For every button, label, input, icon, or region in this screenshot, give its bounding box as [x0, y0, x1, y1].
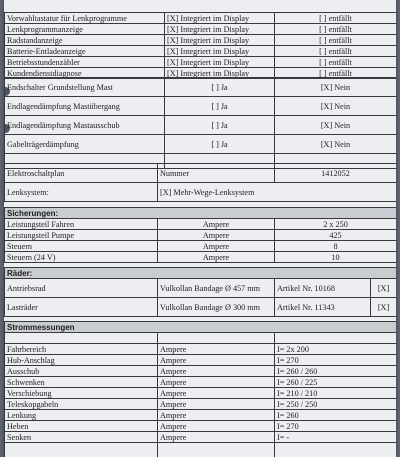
messung-value: I= 2x 200	[275, 344, 397, 355]
empty-cell	[5, 443, 158, 457]
messung-label: Schwenken	[5, 377, 158, 388]
sicherung-label: Leistungsteil Fahren	[5, 219, 158, 230]
lenksystem-label: Lenksystem:	[5, 183, 158, 202]
features-table	[4, 12, 396, 79]
table-row	[5, 366, 397, 377]
messung-unit: Ampere	[158, 344, 275, 355]
table-row	[5, 298, 397, 317]
table-row	[5, 432, 397, 443]
messung-unit: Ampere	[158, 355, 275, 366]
messung-label: Fahrbereich	[5, 344, 158, 355]
table-row	[5, 421, 397, 432]
feature-option-entfaellt: [ ] entfällt	[275, 13, 397, 24]
switch-nein: [X] Nein	[275, 78, 397, 97]
table-row	[5, 279, 397, 298]
table-row	[5, 24, 397, 35]
table-row	[5, 443, 397, 457]
messung-value: I= 270	[275, 355, 397, 366]
feature-option-display: [X] Integriert im Display	[165, 24, 275, 35]
switch-ja: [ ] Ja	[165, 135, 275, 154]
strommessungen-header: Strommessungen	[5, 322, 397, 333]
feature-option-entfaellt: [ ] entfällt	[275, 24, 397, 35]
feature-option-entfaellt: [ ] entfällt	[275, 68, 397, 79]
nummer-label: Nummer	[158, 164, 275, 183]
schaltplan-nummer: 1412052	[275, 164, 397, 183]
messung-label: Verschiebung	[5, 388, 158, 399]
sicherung-value: 10	[275, 252, 397, 263]
table-row	[5, 116, 397, 135]
empty-cell	[158, 333, 275, 344]
messung-unit: Ampere	[158, 421, 275, 432]
sicherung-unit: Ampere	[158, 252, 275, 263]
form-page	[4, 0, 396, 457]
table-row	[5, 377, 397, 388]
switch-label: Endschalter Grundstellung Mast	[5, 78, 165, 97]
switch-nein: [X] Nein	[275, 135, 397, 154]
rad-beschreibung: Vulkollan Bandage Ø 457 mm	[158, 279, 275, 298]
raeder-table	[4, 267, 396, 317]
sicherungen-table	[4, 207, 396, 263]
table-row	[5, 355, 397, 366]
messung-label: Hub-Anschlag	[5, 355, 158, 366]
table-row	[5, 78, 397, 97]
messung-unit: Ampere	[158, 410, 275, 421]
feature-label: Batterie-Entladeanzeige	[5, 46, 165, 57]
switch-nein: [X] Nein	[275, 116, 397, 135]
table-row	[5, 388, 397, 399]
rad-mark: [X]	[371, 298, 397, 317]
empty-cell	[275, 333, 397, 344]
feature-label: Lenkprogrammanzeige	[5, 24, 165, 35]
messung-label: Senken	[5, 432, 158, 443]
switch-nein: [X] Nein	[275, 97, 397, 116]
switches-table	[4, 77, 396, 169]
table-row	[5, 46, 397, 57]
messung-value: I= 210 / 210	[275, 388, 397, 399]
sicherung-label: Steuern (24 V)	[5, 252, 158, 263]
sicherung-unit: Ampere	[158, 230, 275, 241]
feature-option-entfaellt: [ ] entfällt	[275, 46, 397, 57]
rad-label: Antriebsrad	[5, 279, 158, 298]
feature-label: Betriebsstundenzähler	[5, 57, 165, 68]
messung-value: I= 260	[275, 410, 397, 421]
sicherung-label: Steuern	[5, 241, 158, 252]
rad-mark: [X]	[371, 279, 397, 298]
messung-unit: Ampere	[158, 366, 275, 377]
table-row	[5, 230, 397, 241]
empty-cell	[158, 443, 275, 457]
table-row	[5, 13, 397, 24]
messung-unit: Ampere	[158, 432, 275, 443]
table-row	[5, 97, 397, 116]
raeder-header: Räder:	[5, 268, 397, 279]
empty-cell	[275, 443, 397, 457]
feature-option-entfaellt: [ ] entfällt	[275, 35, 397, 46]
switch-ja: [ ] Ja	[165, 116, 275, 135]
switch-ja: [ ] Ja	[165, 97, 275, 116]
feature-label: Vorwahltastatur für Lenkprogramme	[5, 13, 165, 24]
feature-label: Kundendienstdiagnose	[5, 68, 165, 79]
messung-value: I= 260 / 260	[275, 366, 397, 377]
table-row	[5, 252, 397, 263]
feature-option-display: [X] Integriert im Display	[165, 46, 275, 57]
switch-ja: [ ] Ja	[165, 78, 275, 97]
table-row	[5, 410, 397, 421]
table-row	[5, 35, 397, 46]
empty-cell	[5, 333, 158, 344]
messung-label: Heben	[5, 421, 158, 432]
sicherung-value: 2 x 250	[275, 219, 397, 230]
sicherungen-header: Sicherungen:	[5, 208, 397, 219]
misc-table	[4, 163, 396, 202]
rad-artikel: Artikel Nr. 10168	[275, 279, 371, 298]
messung-value: I= -	[275, 432, 397, 443]
sicherung-label: Leistungsteil Pumpe	[5, 230, 158, 241]
rad-artikel: Artikel Nr. 11343	[275, 298, 371, 317]
messung-value: I= 270	[275, 421, 397, 432]
table-row	[5, 135, 397, 154]
feature-label: Radstandanzeige	[5, 35, 165, 46]
feature-option-display: [X] Integriert im Display	[165, 35, 275, 46]
messung-unit: Ampere	[158, 377, 275, 388]
elektroschaltplan-label: Elektroschaltplan	[5, 164, 158, 183]
feature-option-entfaellt: [ ] entfällt	[275, 57, 397, 68]
messung-value: I= 260 / 225	[275, 377, 397, 388]
sicherung-unit: Ampere	[158, 241, 275, 252]
sicherung-value: 8	[275, 241, 397, 252]
table-row	[5, 333, 397, 344]
strommessungen-table	[4, 321, 396, 457]
feature-option-display: [X] Integriert im Display	[165, 68, 275, 79]
table-row	[5, 219, 397, 230]
messung-unit: Ampere	[158, 388, 275, 399]
switch-label: Gabelträgerdämpfung	[5, 135, 165, 154]
feature-option-display: [X] Integriert im Display	[165, 13, 275, 24]
table-row	[5, 241, 397, 252]
switch-label: Endlagendämpfung Mastausschub	[5, 116, 165, 135]
messung-label: Teleskopgabeln	[5, 399, 158, 410]
rad-label: Lasträder	[5, 298, 158, 317]
messung-label: Lenkung	[5, 410, 158, 421]
switch-label: Endlagendämpfung Mastübergang	[5, 97, 165, 116]
sicherung-unit: Ampere	[158, 219, 275, 230]
sicherung-value: 425	[275, 230, 397, 241]
messung-value: I= 250 / 250	[275, 399, 397, 410]
table-row	[5, 399, 397, 410]
messung-label: Ausschub	[5, 366, 158, 377]
table-row	[5, 344, 397, 355]
table-row	[5, 57, 397, 68]
rad-beschreibung: Vulkollan Bandage Ø 300 mm	[158, 298, 275, 317]
feature-option-display: [X] Integriert im Display	[165, 57, 275, 68]
lenksystem-value: [X] Mehr-Wege-Lenksystem	[158, 183, 397, 202]
messung-unit: Ampere	[158, 399, 275, 410]
